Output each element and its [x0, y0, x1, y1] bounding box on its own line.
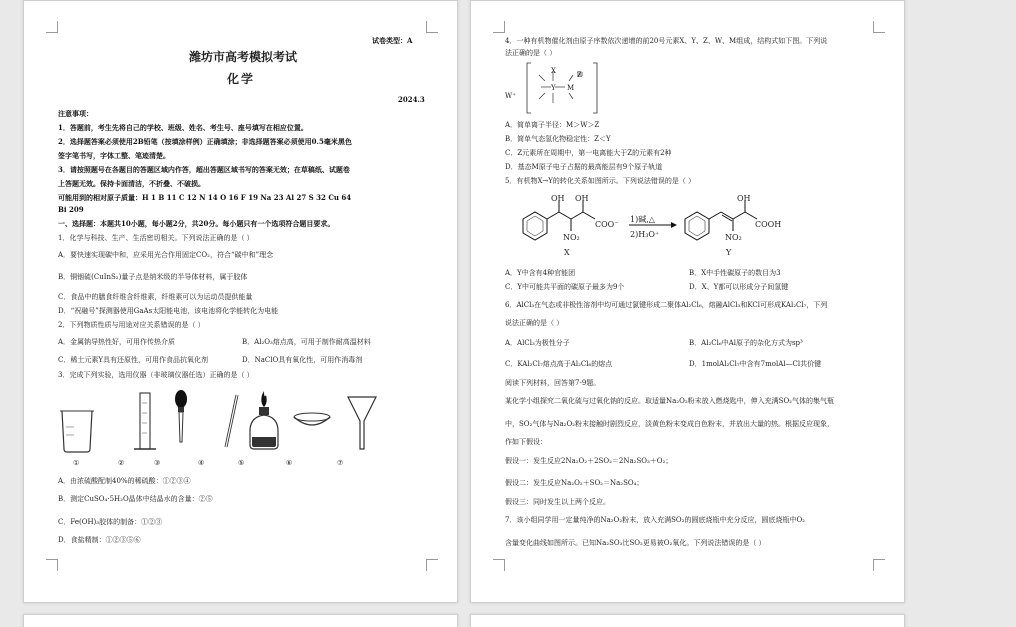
reading-intro: 阅读下列材料，回答第7-9题。: [505, 379, 601, 387]
q6-option-c: C．KAl₂Cl₇熔点高于Al₂Cl₆的熔点: [505, 360, 613, 368]
q2-option-b: B．Al₂O₃熔点高，可用于制作耐高温材料: [242, 338, 371, 346]
rxn-x-coo: COO⁻: [595, 220, 619, 229]
note-2: 2．选择题答案必须使用2B铅笔（按填涂样例）正确填涂；非选择题答案必须使用0.5毫米黑色: [58, 137, 352, 146]
hypothesis-2: 假设二：发生反应Na₂O₂＋SO₂＝Na₂SO₄；: [505, 479, 644, 487]
document-page-1: [23, 0, 458, 603]
apparatus-label-7: ⑦: [337, 459, 344, 467]
question-5: 5．有机物X→Y的转化关系如图所示。下列说法错误的是（ ）: [505, 177, 696, 185]
q2-option-d: D．NaClO具有氧化性，可用作消毒剂: [242, 356, 363, 364]
rxn-y-no2: NO₂: [725, 233, 742, 242]
rxn-x-oh-1: OH: [551, 194, 565, 203]
rxn-x-no2: NO₂: [563, 233, 580, 242]
beaker-apparatus: [60, 411, 94, 452]
q6-option-b: B．Al₂Cl₆中Al原子的杂化方式为sp³: [689, 339, 803, 347]
margin-corner-mark: [426, 21, 438, 33]
margin-corner-mark: [426, 559, 438, 571]
q5-option-b: B．X中手性碳原子的数目为3: [689, 269, 781, 277]
rxn-compound-y-label: Y: [726, 248, 732, 257]
q5-option-c: C．Y中可能共平面的碳原子最多为9个: [505, 283, 625, 291]
material-paragraph-3: 作如下假设：: [505, 438, 547, 446]
hypothesis-3: 假设三：同时发生以上两个反应。: [505, 498, 610, 506]
rxn-y-cooh: COOH: [755, 220, 782, 229]
struct-w-ion: W⁺: [505, 92, 516, 100]
question-6-cont: 说法正确的是（ ）: [505, 319, 564, 327]
q5-option-a: A．Y中含有4种官能团: [505, 269, 576, 277]
exam-type: 试卷类型：A: [372, 36, 413, 45]
struct-atom-x: X: [551, 67, 556, 75]
q4-option-c: C．Z元素所在周期中，第一电离能大于Z的元素有2种: [505, 149, 672, 157]
q3-option-d: D．食盐精制：①②③⑤⑥: [58, 536, 141, 544]
apparatus-label-4: ④: [198, 459, 205, 467]
q3-option-c: C．Fe(OH)₃胶体的制备：①②③: [58, 518, 163, 526]
q1-option-c: C．食品中的膳食纤维含纤维素，纤维素可以为运动员提供能量: [58, 293, 253, 301]
alcohol-lamp-apparatus: [250, 391, 278, 449]
question-1: 1．化学与科技、生产、生活密切相关。下列说法正确的是（ ）: [58, 234, 254, 242]
struct-atom-m: M: [567, 84, 575, 92]
question-2: 2．下列物质性质与用途对应关系错误的是（ ）: [58, 321, 205, 329]
note-1: 1．答题前，考生先将自己的学校、班级、姓名、考生号、座号填写在相应位置。: [58, 123, 308, 132]
graduated-cylinder-apparatus: [134, 393, 156, 449]
atomic-masses: 可能用到的相对原子质量：H 1 B 11 C 12 N 14 O 16 F 19 Na 23 Al 27 S 32 Cu 64: [58, 193, 352, 202]
material-paragraph-2: 中，SO₂气体与Na₂O₂粉末接触时剧烈反应，淡黄色粉末变成白色粉末，并放出大量的热。根据反应现象，: [505, 420, 834, 428]
note-3-cont: 上答题无效。保持卡面清洁，不折叠、不破损。: [58, 179, 205, 188]
evaporating-dish-apparatus: [294, 413, 330, 425]
q4-option-a: A．简单离子半径：M＞W＞Z: [505, 121, 600, 129]
question-4-cont: 法正确的是（ ）: [505, 49, 557, 57]
apparatus-label-3: ③: [154, 459, 161, 467]
q2-option-c: C．稀土元素Y具有还原性，可用作食品抗氧化剂: [58, 356, 208, 364]
apparatus-label-6: ⑥: [286, 459, 293, 467]
rxn-condition-1: 1)碱,△: [630, 215, 655, 224]
dropper-apparatus: [175, 390, 187, 442]
apparatus-label-2: ②: [118, 459, 125, 467]
notes-heading: 注意事项：: [58, 109, 93, 118]
question-3: 3．完成下列实验，选用仪器（非玻璃仪器任选）正确的是（ ）: [58, 371, 254, 379]
exam-date: 2024.3: [398, 95, 425, 104]
document-page-4: [470, 614, 905, 627]
margin-corner-mark: [46, 21, 58, 33]
q1-option-a: A．要快速实现碳中和，应采用光合作用固定CO₂，符合“碳中和”理念: [58, 251, 274, 259]
hypothesis-1: 假设一：发生反应2Na₂O₂＋2SO₂＝2Na₂SO₃＋O₂；: [505, 457, 673, 465]
apparatus-label-5: ⑤: [238, 459, 245, 467]
margin-corner-mark: [493, 21, 505, 33]
q3-option-a: A．由浓硫酸配制40%的稀硫酸：①②③④: [58, 477, 191, 485]
atomic-masses-cont: Bi 209: [58, 205, 84, 214]
margin-corner-mark: [873, 21, 885, 33]
material-paragraph-1: 某化学小组探究二氧化硫与过氧化钠的反应。取适量Na₂O₂粉末放入燃烧匙中，伸入充满SO₂气体的集气瓶: [505, 397, 834, 405]
q2-option-a: A．金属钠导热性好，可用作传热介质: [58, 338, 176, 346]
rxn-y-oh: OH: [737, 194, 751, 203]
struct-atom-z: Z: [577, 71, 582, 79]
margin-corner-mark: [493, 559, 505, 571]
question-7: 7．该小组同学用一定量纯净的Na₂O₂粉末，放入充满SO₂的圆底烧瓶中充分反应，圆底烧瓶中O₂: [505, 516, 805, 524]
apparatus-label-1: ①: [73, 459, 80, 467]
document-page-3: [23, 614, 458, 627]
document-page-2: [470, 0, 905, 603]
question-4: 4．一种有机物催化剂由原子序数依次递增的前20号元素X、Y、Z、W、M组成，结构式如下图。下列说: [505, 37, 828, 45]
funnel-apparatus: [348, 397, 376, 449]
exam-subject: 化学: [227, 72, 256, 86]
section-heading: 一、选择题：本题共10小题，每小题2分，共20分。每小题只有一个选项符合题目要求。: [58, 219, 335, 228]
q6-option-a: A．AlCl₃为极性分子: [505, 339, 570, 347]
q1-option-d: D．“祝融号”探测器使用GaAs太阳能电池，该电池将化学能转化为电能: [58, 307, 279, 315]
rxn-x-oh-2: OH: [575, 194, 589, 203]
question-6: 6．AlCl₃在气态或非极性溶剂中均可通过氯键形成二聚体Al₂Cl₆，熔融AlCl₃和KCl可形成KAl₂Cl₇，下列: [505, 301, 828, 309]
question-7-cont: 含量变化曲线如图所示。已知Na₂SO₃比SO₂更易被O₂氧化。下列说法错误的是（ ）: [505, 539, 766, 547]
apparatus-figure: [54, 387, 384, 457]
q5-option-d: D．X、Y都可以形成分子间氢键: [689, 283, 789, 291]
note-2-cont: 签字笔书写，字体工整、笔迹清楚。: [58, 151, 170, 160]
rxn-compound-x-label: X: [564, 248, 570, 257]
rxn-condition-2: 2)H₃O⁺: [630, 230, 660, 239]
q6-option-d: D．1molAl₂Cl₇中含有7molAl—Cl共价键: [689, 360, 822, 368]
struct-atom-y: Y: [551, 84, 556, 92]
q3-option-b: B．测定CuSO₄·5H₂O晶体中结晶水的含量：②⑤: [58, 495, 213, 503]
note-3: 3．请按照题号在各题目的答题区域内作答，超出答题区域书写的答案无效；在草稿纸、试题卷: [58, 165, 350, 174]
q4-option-d: D．基态M原子电子占据的最高能层有9个原子轨道: [505, 163, 663, 171]
q4-option-b: B．简单气态氢化物稳定性：Z＜Y: [505, 135, 611, 143]
exam-title: 潍坊市高考模拟考试: [189, 50, 298, 64]
q1-option-b: B．铜铟硫(CuInS₂)量子点是纳米级的半导体材料，属于胶体: [58, 273, 248, 281]
glass-rod-apparatus: [226, 395, 237, 447]
margin-corner-mark: [873, 559, 885, 571]
margin-corner-mark: [46, 559, 58, 571]
